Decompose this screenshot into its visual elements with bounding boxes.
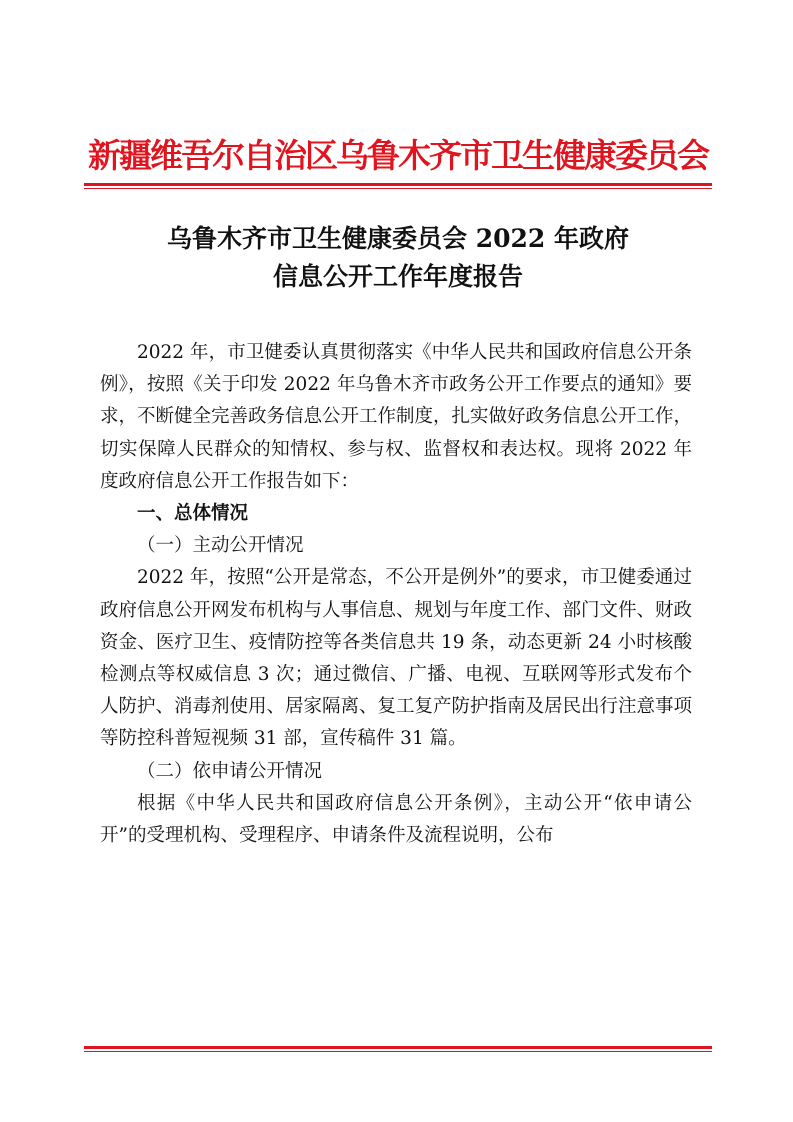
document-title-line-1: 乌鲁木齐市卫生健康委员会 2022 年政府 bbox=[167, 224, 629, 253]
letterhead-rule-thick bbox=[84, 183, 712, 186]
footer-rule-thin bbox=[84, 1051, 712, 1052]
subsection-heading-application-disclosure: （二）依申请公开情况 bbox=[137, 760, 323, 782]
letterhead-rule-thin bbox=[84, 188, 712, 189]
subsection-heading-proactive-disclosure: （一）主动公开情况 bbox=[137, 535, 304, 557]
section-heading-overview: 一、总体情况 bbox=[137, 503, 249, 525]
intro-paragraph: 2022 年，市卫健委认真贯彻落实《中华人民共和国政府信息公开条例》，按照《关于印发 2022 年乌鲁木齐市政务公开工作要点的通知》要求，不断健全完善政务信息公开工作制度，扎实做好政务信息公开工作，切实保障人民群众的知情权、参与权、监督权和表达权。现将 2022 年度政府信息公开工作报告如下： bbox=[100, 342, 693, 492]
report-body bbox=[100, 337, 692, 852]
document-title bbox=[84, 220, 712, 296]
letterhead-organization: 新疆维吾尔自治区乌鲁木齐市卫生健康委员会 bbox=[88, 136, 708, 175]
application-disclosure-paragraph: 根据《中华人民共和国政府信息公开条例》，主动公开“依申请公开”的受理机构、受理程序、申请条件及流程说明，公布 bbox=[100, 792, 692, 847]
footer-rule-thick bbox=[84, 1046, 712, 1049]
proactive-disclosure-paragraph: 2022 年，按照“公开是常态，不公开是例外”的要求，市卫健委通过政府信息公开网发布机构与人事信息、规划与年度工作、部门文件、财政资金、医疗卫生、疫情防控等各类信息共 19 条，动态更新 24 小时核酸检测点等权威信息 3 次；通过微信、广播、电视、互联网等形式发布个人防护、消毒剂使用、居家隔离、复工复产防护指南及居民出行注意事项等防控科普短视频 31 部，宣传稿件 31 篇。 bbox=[100, 567, 693, 750]
document-title-line-2: 信息公开工作年度报告 bbox=[272, 262, 523, 291]
